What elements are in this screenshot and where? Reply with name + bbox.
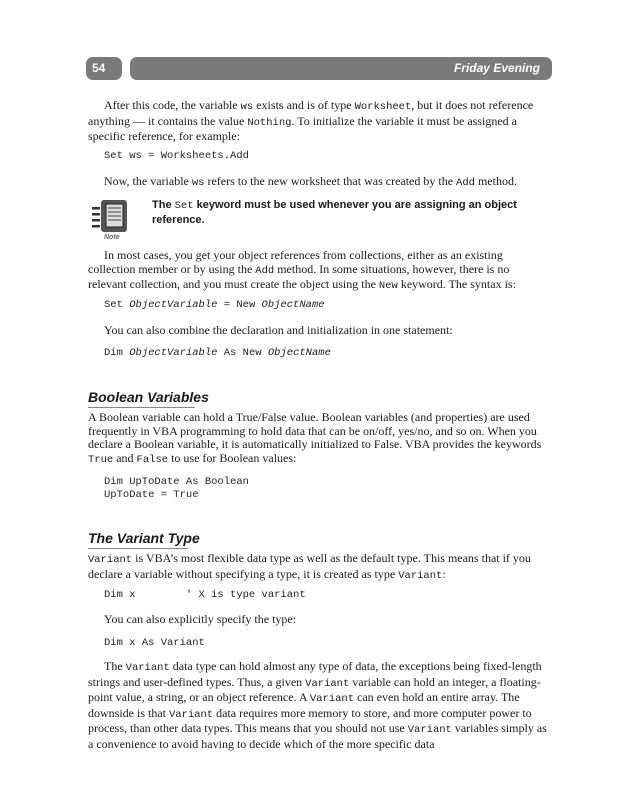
code-block: Dim ObjectVariable As New ObjectName	[104, 347, 331, 359]
code-block: Dim x ' X is type variant	[104, 589, 306, 601]
code-block: Set ObjectVariable = New ObjectName	[104, 299, 325, 311]
paragraph: The Variant data type can hold almost any type of data, the exceptions being fixed-length strings and user-defined types. Thus, a given Variant variable can hold an integer, a floating-point value, a string, or an object reference. A Variant can even hold an entire array. The downside is that Variant data requires more memory to store, and more computer power to process, than other data types. This means that you should not use Variant variables simply as a convenience to avoid having to decide which of the more specific data	[88, 659, 547, 751]
paragraph: You can also combine the declaration and initialization in one statement:	[104, 323, 453, 337]
heading-underline	[88, 407, 195, 408]
note-text: The Set keyword must be used whenever you are assigning an object reference.	[152, 199, 517, 226]
paragraph: Now, the variable ws refers to the new worksheet that was created by the Add method.	[104, 174, 517, 189]
section-heading-variant: The Variant Type	[88, 530, 200, 546]
paragraph: After this code, the variable ws exists and is of type Worksheet, but it does not reference anything — it contains the value Nothing. To initialize the variable it must be assigned a specific reference, for example:	[88, 98, 534, 144]
paragraph: You can also explicitly specify the type:	[104, 612, 297, 626]
paragraph: Variant is VBA’s most flexible data type as well as the default type. This means that if you declare a variable without specifying a type, it is created as type Variant:	[88, 551, 531, 582]
note-icon	[92, 198, 132, 240]
svg-text:Note: Note	[104, 234, 120, 240]
code-block: Set ws = Worksheets.Add	[104, 150, 249, 162]
running-header: Friday Evening	[130, 57, 552, 80]
page-number: 54	[86, 57, 122, 80]
heading-underline	[88, 548, 188, 549]
code-block: Dim x As Variant	[104, 637, 205, 649]
paragraph: A Boolean variable can hold a True/False value. Boolean variables (and properties) are used frequently in VBA programming to hold data that can be on/off, yes/no, and so on. When you declare a Boolean variable, it is automatically initialized to False. VBA provides the keywords True and False to use for Boolean values:	[88, 410, 542, 466]
section-heading-boolean: Boolean Variables	[88, 389, 209, 405]
code-block: Dim UpToDate As Boolean UpToDate = True	[104, 476, 249, 501]
paragraph: In most cases, you get your object references from collections, either as an existing collection member or by using the Add method. In some situations, however, there is no relevant collection, and you must create the object using the New keyword. The syntax is:	[88, 248, 516, 293]
